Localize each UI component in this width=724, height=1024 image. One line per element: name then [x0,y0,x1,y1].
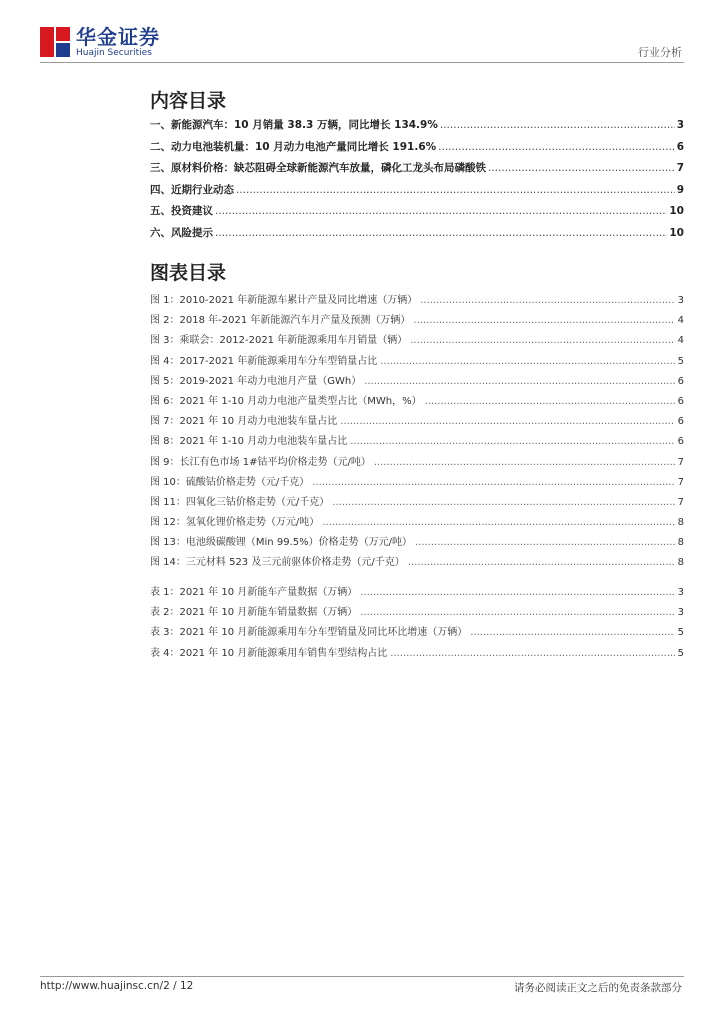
leader-dots [364,376,674,387]
figure-entry[interactable] [150,513,684,533]
leader-dots [215,205,667,217]
leader-dots [470,627,674,638]
toc-entry[interactable] [150,225,684,247]
toc-entry[interactable] [150,139,684,161]
table-entry[interactable] [150,644,684,664]
leader-dots [440,119,675,131]
figure-entry-title[interactable]: 图 3：乘联会：2012-2021 年新能源乘用车月销量（辆） [150,335,408,347]
leader-dots [322,517,674,528]
figure-entry-page[interactable]: 8 [677,517,684,529]
toc-entry-title[interactable]: 二、动力电池装机量：10 月动力电池产量同比增长 191.6% [150,140,437,153]
leader-dots [425,396,675,407]
leader-dots [360,607,674,618]
figure-entry-title[interactable]: 图 10：硫酸钴价格走势（元/千克） [150,476,310,488]
figure-entry-page[interactable]: 8 [677,537,684,549]
figure-entry[interactable] [150,453,684,473]
toc-entry-page[interactable]: 9 [676,183,684,196]
table-entry[interactable] [150,623,684,643]
figure-entry-title[interactable]: 图 1：2010-2021 年新能源车累计产量及同比增速（万辆） [150,295,418,306]
table-entry-page[interactable]: 5 [677,647,684,659]
figure-entry[interactable] [150,291,684,311]
toc-entry[interactable] [150,182,684,204]
leader-dots [390,648,674,659]
leader-dots [438,141,675,153]
leader-dots [236,184,675,196]
footer-url-page[interactable]: http://www.huajinsc.cn/2 / 12 [40,980,194,992]
figure-entry-title[interactable]: 图 9：长江有色市场 1#钴平均价格走势（元/吨） [150,456,371,468]
figure-entry[interactable] [150,352,684,372]
toc-entry[interactable] [150,117,684,139]
figures-list [150,291,684,574]
toc-entry[interactable] [150,203,684,225]
leader-dots [413,315,674,326]
figure-entry-title[interactable]: 图 8：2021 年 1-10 月动力电池装车量占比 [150,436,348,448]
table-entry-page[interactable]: 3 [677,587,684,598]
figure-entry-title[interactable]: 图 7：2021 年 10 月动力电池装车量占比 [150,416,338,428]
report-category: 行业分析 [638,46,682,59]
logo-chinese-name: 华金证券 [76,25,160,49]
table-entry-title[interactable]: 表 3：2021 年 10 月新能源乘用车分车型销量及同比环比增速（万辆） [150,627,468,639]
figure-entry-title[interactable]: 图 11：四氧化三钴价格走势（元/千克） [150,496,330,508]
leader-dots [215,227,667,239]
figure-entry[interactable] [150,473,684,493]
toc-entry-page[interactable]: 6 [676,140,684,153]
figure-entry-page[interactable]: 7 [677,456,684,468]
figure-entry[interactable] [150,553,684,573]
huajin-logo [40,26,160,58]
toc-entry-page[interactable]: 10 [669,205,684,217]
table-entry[interactable] [150,583,684,603]
toc-entry-title[interactable]: 四、近期行业动态 [150,183,234,196]
table-entry[interactable] [150,603,684,623]
table-entry-page[interactable]: 3 [677,607,684,619]
footer-disclaimer: 请务必阅读正文之后的免责条款部分 [514,982,682,994]
footer-divider [40,976,684,977]
figure-entry[interactable] [150,392,684,412]
toc-entry-title[interactable]: 六、风险提示 [150,226,213,239]
figure-entry-page[interactable]: 6 [677,436,684,448]
tables-list [150,583,684,664]
figure-entry[interactable] [150,311,684,331]
figure-entry-page[interactable]: 4 [677,315,684,327]
figure-entry-title[interactable]: 图 12：氢氧化锂价格走势（万元/吨） [150,517,320,529]
figure-entry-title[interactable]: 图 13：电池级碳酸锂（Min 99.5%）价格走势（万元/吨） [150,537,412,549]
figure-entry[interactable] [150,493,684,513]
figure-entry-page[interactable]: 6 [677,375,684,387]
figure-entry-page[interactable]: 6 [677,395,684,407]
figure-entry[interactable] [150,412,684,432]
figure-entry-page[interactable]: 3 [677,295,684,306]
leader-dots [488,162,675,174]
leader-dots [374,457,675,468]
toc-title: 内容目录 [150,90,227,112]
toc-entry-title[interactable]: 五、投资建议 [150,205,213,217]
figure-entry-title[interactable]: 图 6：2021 年 1-10 月动力电池产量类型占比（MWh，%） [150,395,422,407]
table-entry-page[interactable]: 5 [677,627,684,639]
figure-entry[interactable] [150,533,684,553]
table-entry-title[interactable]: 表 2：2021 年 10 月新能车销量数据（万辆） [150,607,358,619]
huajin-logo-mark-icon [40,27,70,57]
figure-entry-page[interactable]: 8 [677,557,684,569]
leader-dots [350,436,674,447]
header-divider [40,62,684,63]
logo-english-name: Huajin Securities [76,48,152,58]
figure-entry[interactable] [150,331,684,351]
leader-dots [420,295,674,306]
toc-entry-title[interactable]: 三、原材料价格：缺芯阻碍全球新能源汽车放量，磷化工龙头布局磷酸铁 [150,162,486,174]
toc-list [150,117,684,246]
leader-dots [312,477,674,488]
figure-entry-title[interactable]: 图 2：2018 年-2021 年新能源汽车月产量及预测（万辆） [150,315,411,327]
leader-dots [332,497,674,508]
leader-dots [380,356,674,367]
leader-dots [410,335,674,346]
table-entry-title[interactable]: 表 4：2021 年 10 月新能源乘用车销售车型结构占比 [150,647,388,659]
figure-entry-page[interactable]: 7 [677,496,684,508]
toc-entry-page[interactable]: 3 [676,119,684,131]
figure-entry-title[interactable]: 图 4：2017-2021 年新能源乘用车分车型销量占比 [150,355,378,367]
toc-entry-title[interactable]: 一、新能源汽车：10 月销量 38.3 万辆，同比增长 134.9% [150,119,438,131]
toc-entry-page[interactable]: 10 [669,226,684,239]
figure-entry[interactable] [150,372,684,392]
leader-dots [340,416,674,427]
figure-entry-title[interactable]: 图 14：三元材料 523 及三元前驱体价格走势（元/千克） [150,557,405,569]
figures-title: 图表目录 [150,262,227,284]
toc-entry-page[interactable]: 7 [676,162,684,174]
figure-entry-page[interactable]: 4 [677,335,684,347]
leader-dots [415,537,675,548]
table-entry-title[interactable]: 表 1：2021 年 10 月新能车产量数据（万辆） [150,587,358,598]
figure-entry-page[interactable]: 5 [677,355,684,367]
leader-dots [360,587,674,598]
figure-entry-page[interactable]: 7 [677,476,684,488]
leader-dots [408,557,675,568]
figure-entry-page[interactable]: 6 [677,416,684,428]
figure-entry-title[interactable]: 图 5：2019-2021 年动力电池月产量（GWh） [150,375,362,387]
toc-entry[interactable] [150,160,684,182]
figure-entry[interactable] [150,432,684,452]
